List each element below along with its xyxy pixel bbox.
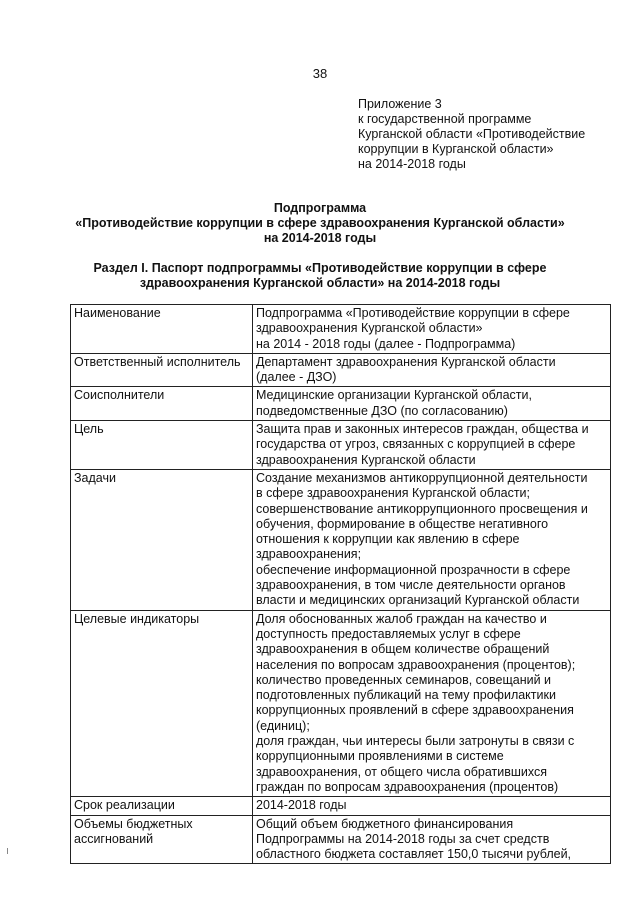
value-line: здравоохранения Курганской области	[256, 452, 476, 467]
title-line: Подпрограмма	[273, 201, 367, 215]
subprogram-title	[0, 201, 640, 246]
passport-row-value	[253, 353, 611, 387]
value-line: обучения, формирование в обществе негативного	[256, 516, 549, 531]
value-line: Департамент здравоохранения Курганской области	[256, 354, 556, 369]
passport-row-value	[253, 469, 611, 610]
value-line: совершенствование антикоррупционного просвещения и	[256, 501, 588, 516]
value-line: подведомственные ДЗО (по согласованию)	[256, 403, 508, 418]
value-line: областного бюджета составляет 150,0 тысячи рублей,	[256, 847, 572, 862]
passport-row-label	[71, 797, 253, 815]
value-line: (единиц);	[256, 718, 310, 733]
value-line: Защита прав и законных интересов граждан, общества и	[256, 422, 589, 437]
label-line: Целевые индикаторы	[74, 611, 200, 626]
value-line: власти и медицинских организаций Курганской области	[256, 593, 580, 608]
passport-table	[70, 304, 611, 864]
passport-row	[71, 421, 611, 470]
passport-row-value	[253, 610, 611, 797]
passport-row-label	[71, 305, 253, 354]
appendix-line: к государственной программе	[358, 112, 532, 126]
label-line: Объемы бюджетных	[74, 816, 193, 831]
appendix-line: на 2014-2018 годы	[358, 157, 466, 171]
title-line: «Противодействие коррупции в сфере здравоохранения Курганской области»	[75, 216, 565, 230]
value-line: здравоохранения;	[256, 547, 362, 562]
value-line: здравоохранения в общем количестве обращений	[256, 642, 550, 657]
appendix-line: Курганской области «Противодействие	[358, 127, 586, 141]
value-line: количество проведенных семинаров, совещаний и	[256, 672, 552, 687]
label-line: ассигнований	[74, 831, 154, 846]
passport-row-label	[71, 387, 253, 421]
value-line: отношения к коррупции как явлению в сфере	[256, 532, 520, 547]
value-line: населения по вопросам здравоохранения (процентов);	[256, 657, 576, 672]
passport-row-value	[253, 797, 611, 815]
section-title-line: здравоохранения Курганской области» на 2014-2018 годы	[139, 276, 501, 290]
passport-row-label	[71, 469, 253, 610]
value-line: Подпрограмма «Противодействие коррупции в сфере	[256, 306, 570, 320]
passport-row	[71, 353, 611, 387]
value-line: доля граждан, чьи интересы были затронуты в связи с	[256, 734, 575, 749]
passport-row-value	[253, 305, 611, 354]
section-title-line: Раздел I. Паспорт подпрограммы «Противодействие коррупции в сфере	[93, 261, 547, 275]
label-line: Задачи	[74, 470, 116, 485]
value-line: в сфере здравоохранения Курганской области;	[256, 486, 531, 501]
label-line: Соисполнители	[74, 388, 165, 403]
value-line: Доля обоснованных жалоб граждан на качество и	[256, 611, 547, 626]
section-title	[0, 261, 640, 291]
passport-row	[71, 387, 611, 421]
value-line: обеспечение информационной прозрачности в сфере	[256, 562, 571, 577]
value-line: коррупционных проявлений в сфере здравоохранения	[256, 703, 574, 718]
value-line: подготовленных публикаций на тему профилактики	[256, 688, 556, 703]
appendix-line: Приложение 3	[358, 97, 442, 111]
value-line: здравоохранения, в том числе деятельности органов	[256, 578, 566, 593]
passport-row	[71, 305, 611, 354]
appendix-line: коррупции в Курганской области»	[358, 142, 554, 156]
value-line: коррупционными проявлениями в системе	[256, 749, 504, 764]
value-line: государства от угроз, связанных с коррупцией в сфере	[256, 437, 576, 452]
page-number: 38	[312, 66, 328, 81]
value-line: Создание механизмов антикоррупционной деятельности	[256, 470, 588, 485]
passport-row-label	[71, 815, 253, 864]
passport-row-label	[71, 421, 253, 470]
label-line: Ответственный исполнитель	[74, 354, 241, 369]
title-line: на 2014-2018 годы	[263, 231, 377, 245]
value-line: граждан по вопросам здравоохранения (процентов)	[256, 779, 559, 794]
label-line: Цель	[74, 422, 104, 437]
value-line: на 2014 - 2018 годы (далее - Подпрограмма)	[256, 336, 516, 351]
value-line: Общий объем бюджетного финансирования	[256, 816, 514, 831]
passport-row	[71, 610, 611, 797]
passport-row-label	[71, 610, 253, 797]
passport-row	[71, 815, 611, 864]
label-line: Наименование	[74, 306, 161, 320]
passport-row-value	[253, 815, 611, 864]
value-line: (далее - ДЗО)	[256, 370, 337, 385]
value-line: Медицинские организации Курганской области,	[256, 388, 532, 403]
passport-row-value	[253, 387, 611, 421]
passport-row-value	[253, 421, 611, 470]
passport-row	[71, 797, 611, 815]
label-line: Срок реализации	[74, 798, 175, 813]
value-line: доступность предоставляемых услуг в сфере	[256, 626, 521, 641]
scan-mark	[7, 848, 8, 854]
passport-table-body	[71, 305, 611, 864]
value-line: здравоохранения Курганской области»	[256, 321, 483, 336]
appendix-note	[358, 97, 585, 172]
value-line: 2014-2018 годы	[256, 798, 347, 813]
value-line: здравоохранения, от общего числа обратившихся	[256, 764, 548, 779]
value-line: Подпрограммы на 2014-2018 годы за счет средств	[256, 831, 550, 846]
passport-row-label	[71, 353, 253, 387]
passport-row	[71, 469, 611, 610]
